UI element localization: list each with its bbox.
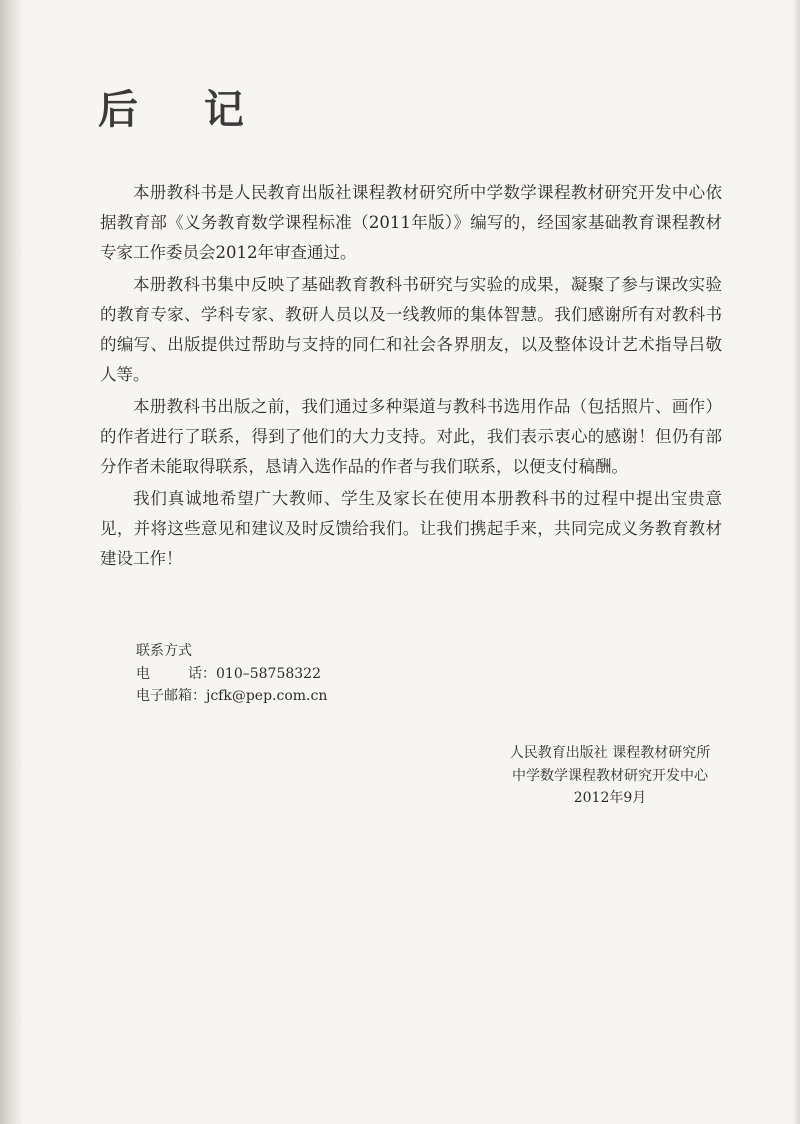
phone-label: 电 话： — [136, 665, 216, 682]
paragraph-1: 本册教科书是人民教育出版社课程教材研究所中学数学课程教材研究开发中心依据教育部《义务教育数学课程标准（2011年版）》编写的，经国家基础教育课程教材专家工作委员会2012年审查通过。 — [100, 183, 722, 262]
page-title: 后 记 — [98, 87, 270, 133]
signature-center: 中学数学课程教材研究开发中心 — [512, 767, 708, 784]
signature-publisher: 人民教育出版社 课程教材研究所 — [509, 745, 711, 761]
afterword-body — [100, 178, 722, 576]
email-address: jcfk@pep.com.cn — [206, 688, 328, 704]
phone-row — [136, 663, 327, 686]
paragraph-4: 我们真诚地希望广大教师、学生及家长在使用本册教科书的过程中提出宝贵意见，并将这些意见和建议及时反馈给我们。让我们携起手来，共同完成义务教育教材建设工作！ — [100, 489, 722, 568]
signature-block — [495, 742, 725, 810]
contact-info — [136, 640, 327, 708]
paragraph-2: 本册教科书集中反映了基础教育教科书研究与实验的成果，凝聚了参与课改实验的教育专家、学科专家、教研人员以及一线教师的集体智慧。我们感谢所有对教科书的编写、出版提供过帮助与支持的同仁和社会各界朋友，以及整体设计艺术指导吕敬人等。 — [100, 275, 722, 384]
email-row — [136, 685, 327, 708]
signature-date: 2012年9月 — [573, 790, 647, 806]
page-edge-shadow — [792, 0, 800, 1124]
page-binding-shadow — [0, 0, 22, 1124]
email-label: 电子邮箱： — [136, 688, 206, 704]
phone-number: 010–58758322 — [216, 665, 321, 682]
paragraph-3: 本册教科书出版之前，我们通过多种渠道与教科书选用作品（包括照片、画作）的作者进行了联系，得到了他们的大力支持。对此，我们表示衷心的感谢！但仍有部分作者未能取得联系，恳请入选作品的作者与我们联系，以便支付稿酬。 — [100, 397, 722, 476]
contact-heading: 联系方式 — [136, 643, 192, 659]
